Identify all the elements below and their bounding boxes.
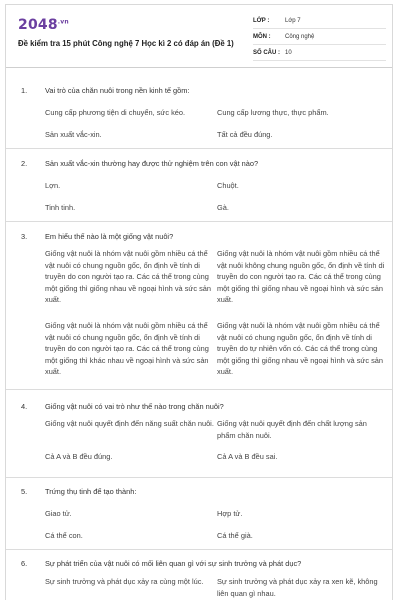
question-stem: Trứng thụ tinh để tạo thành: — [45, 487, 137, 496]
option-a[interactable]: Giao tử. — [45, 509, 72, 518]
question-stem: Vai trò của chăn nuôi trong nền kinh tế gồm: — [45, 86, 190, 95]
question-number: 5. — [21, 487, 28, 496]
question-number: 6. — [21, 559, 28, 568]
question-text — [21, 159, 258, 168]
meta-key: MÔN : — [253, 33, 271, 40]
option-b[interactable]: Cung cấp lương thực, thực phẩm. — [217, 108, 329, 117]
question-text — [21, 559, 301, 568]
question-stem: Sự phát triển của vật nuôi có mối liên quan gì với sự sinh trưởng và phát dục? — [45, 559, 302, 568]
option-a[interactable]: Cung cấp phương tiện di chuyển, sức kéo. — [45, 108, 186, 117]
question-number: 1. — [21, 86, 28, 95]
question-2 — [6, 149, 392, 222]
option-b[interactable]: Sự sinh trưởng và phát dục xảy ra xen kẽ, không liên quan gì nhau. — [217, 577, 378, 598]
meta-table — [253, 13, 386, 61]
question-number: 4. — [21, 402, 28, 411]
option-d[interactable]: Giống vật nuôi là nhóm vật nuôi gồm nhiều cá thể vật nuôi có chung nguồn gốc, ổn định về tính di truyền do tự nhiên vốn có. Các cá thể trong cùng một giống thì giống nhau về ngoại hình và sức sản xuất. — [217, 321, 384, 377]
option-c[interactable]: Cá thể con. — [45, 531, 83, 540]
option-c[interactable]: Tinh tinh. — [45, 203, 76, 212]
option-a[interactable]: Lợn. — [45, 181, 61, 190]
question-stem: Giống vật nuôi có vai trò như thế nào trong chăn nuôi? — [45, 402, 224, 411]
option-b[interactable]: Giống vật nuôi quyết định đến chất lượng sản phẩm chăn nuôi. — [217, 419, 367, 440]
meta-row-subject — [253, 29, 386, 45]
question-4 — [6, 390, 392, 478]
question-3 — [6, 222, 392, 390]
question-text — [21, 232, 173, 241]
question-6 — [6, 550, 392, 600]
option-d[interactable]: Gà. — [217, 203, 229, 212]
header — [6, 5, 392, 68]
option-a[interactable]: Giống vật nuôi quyết định đến năng suất chăn nuôi. — [45, 419, 214, 428]
question-text — [21, 86, 189, 95]
option-d[interactable]: Cá thể già. — [217, 531, 253, 540]
question-number: 3. — [21, 232, 28, 241]
meta-row-class — [253, 13, 386, 29]
option-d[interactable]: Tất cả đều đúng. — [217, 130, 273, 139]
option-a[interactable]: Sự sinh trưởng và phát dục xảy ra cùng một lúc. — [45, 577, 204, 586]
question-1 — [6, 75, 392, 149]
option-d[interactable]: Cả A và B đều sai. — [217, 452, 278, 461]
option-b[interactable]: Hợp tử. — [217, 509, 243, 518]
worksheet — [5, 4, 393, 600]
logo-suffix: .vn — [57, 18, 69, 26]
option-c[interactable]: Sản xuất vắc-xin. — [45, 130, 102, 139]
option-c[interactable]: Giống vật nuôi là nhóm vật nuôi gồm nhiều cá thể vật nuôi có chung nguồn gốc, ổn định về tính di truyền do con người tạo ra. Các cá thể trong cùng một giống thì khác nhau về ngoại hình và sức sản xuất. — [45, 321, 209, 377]
meta-row-count — [253, 45, 386, 61]
meta-key: SỐ CÂU : — [253, 49, 280, 56]
question-5 — [6, 478, 392, 550]
option-b[interactable]: Chuột. — [217, 181, 239, 190]
option-a[interactable]: Giống vật nuôi là nhóm vật nuôi gồm nhiều cá thể vật nuôi có chung nguồn gốc, ổn định về tính di truyền do con người tạo ra. Các cá thể trong cùng một giống thì giống nhau về ngoại hình và sức sản xuất. — [45, 249, 212, 305]
option-c[interactable]: Cả A và B đều đúng. — [45, 452, 113, 461]
meta-key: LỚP : — [253, 17, 270, 24]
question-number: 2. — [21, 159, 28, 168]
option-b[interactable]: Giống vật nuôi là nhóm vật nuôi gồm nhiều cá thể vật nuôi không chung nguồn gốc, ổn định về tính di truyền do con người tạo ra. Các cá thể trong cùng một giống thì giống nhau về ngoại hình và sức sản xuất. — [217, 249, 385, 305]
meta-value: 10 — [285, 49, 292, 56]
question-list — [6, 75, 392, 600]
site-logo[interactable] — [18, 17, 69, 33]
question-stem: Sản xuất vắc-xin thường hay được thử nghiệm trên con vật nào? — [45, 159, 259, 168]
meta-value: Lớp 7 — [285, 17, 301, 24]
meta-value: Công nghệ — [285, 33, 315, 40]
question-text — [21, 487, 136, 496]
page-title: Đề kiểm tra 15 phút Công nghệ 7 Học kì 2 có đáp án (Đề 1) — [18, 39, 234, 48]
question-text — [21, 402, 224, 411]
logo-text: 2048 — [18, 17, 58, 33]
question-stem: Em hiểu thế nào là một giống vật nuôi? — [45, 232, 174, 241]
